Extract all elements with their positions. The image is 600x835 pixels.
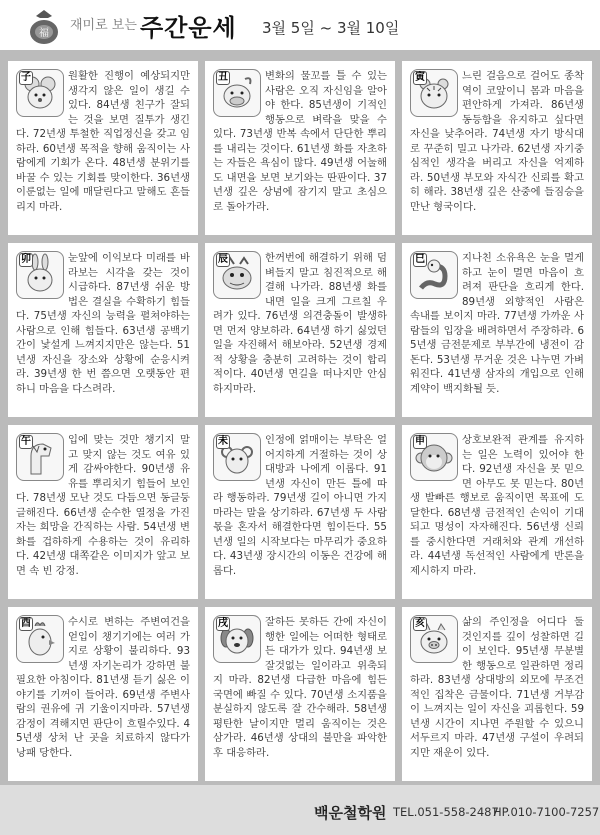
zodiac-char: 辰	[218, 254, 228, 265]
fortune-text: 한꺼번에 해결하기 위해 덤벼들지 말고 침진적으로 해결해 나가라. 88년생 화를 내면 일을 크게 그르칠 우려가 있다. 76년생 의견충돌이 발생하면 먼저 양보하라. 64년생 하기 싫었던 일을 자진해서 해보아라. 52년생 경제적 상황을 충분히 고려하는 것이 합리적이다. 40년생 면길을 떠나지만 안심하지마라.	[213, 252, 387, 395]
zodiac-char: 寅	[415, 72, 425, 83]
zodiac-char: 未	[218, 436, 228, 447]
ox-icon	[213, 69, 261, 117]
dragon-icon	[213, 251, 261, 299]
fortune-cell-monkey	[402, 425, 592, 599]
fortune-text: 삶의 주인정을 어디다 둘 것인지를 깊이 성찰하면 길이 보인다. 95년생 무분별한 행동으로 일관하면 정리하라. 83년생 상대방의 외모에 무조건적인 집착은 금물이다. 71년생 거부감이 느껴지는 일이 자신을 괴롭힌다. 59년생 시간이 지나면 주원할 수 있으니 서두르지 마라. 47년생 구설이 우려되지만 재운이 있다.	[410, 616, 584, 759]
fortune-cell-rabbit	[8, 243, 198, 417]
tiger-icon	[410, 69, 458, 117]
date-range: 3월 5일 ~ 3월 10일	[262, 19, 400, 37]
fortune-text: 인정에 얽매이는 부탁은 얼어지하게 거절하는 것이 상대방과 나에게 이롭다. 91년생 자신이 만든 틀에 따라 행동하라. 79년생 길이 아니면 가지 마라는 말을 상기하라. 67년생 두 사람 몫을 혼자서 해결한다면 힘이든다. 55년생 일의 시작보다는 마무리가 중요하다. 43년생 장시간의 이동은 건강에 해롭다.	[213, 434, 387, 577]
footer-tel: TEL.051-558-2487	[393, 805, 499, 819]
snake-icon	[410, 251, 458, 299]
zodiac-char: 丑	[218, 72, 228, 83]
header	[0, 0, 600, 52]
footer-hp: HP.010-7100-7257	[493, 805, 600, 819]
zodiac-char: 酉	[21, 618, 31, 629]
pig-icon	[410, 615, 458, 663]
zodiac-char: 卯	[21, 254, 31, 265]
fortune-cell-pig	[402, 607, 592, 781]
zodiac-char: 子	[21, 72, 31, 83]
rabbit-icon	[16, 251, 64, 299]
fortune-cell-dog	[205, 607, 395, 781]
rooster-icon	[16, 615, 64, 663]
page-title: 주간운세	[140, 14, 237, 42]
zodiac-char: 申	[415, 436, 425, 447]
fortune-text: 입에 맞는 것만 챙기지 말고 맞지 않는 것도 여유 있게 감싸야한다. 90년생 유유를 뿌리치기 힘들어 보인다. 78년생 모난 것도 다듬으면 동글둥글해진다. 66년생 순수한 열정을 가진 자는 희망을 간직하는 사람. 54년생 변화를 겁하하게 수용하는 것이 유리하다. 42년생 대쪽같은 이미지가 앞고 보면 속 빈 강정.	[16, 434, 190, 577]
fortune-text: 원활한 진행이 예상되지만 생각지 않은 일이 생길 수 있다. 84년생 친구가 잘되는 것을 보면 질투가 생긴다. 72년생 투철한 직업정신을 갖고 임하라. 60년생 목적을 향해 움직이는 사람에게 기회가 온다. 48년생 분위기를 바꿀 수 있는 기회를 맞이한다. 36년생 이룬없는 일에 매달린다고 말해도 흔들리지 마라.	[16, 70, 190, 213]
fortune-text: 눈앞에 이익보다 미래를 바라보는 시각을 갖는 것이 시급하다. 87년생 쉬운 방법은 결실을 수확하기 힘들다. 75년생 자신의 능력을 펼쳐야하는 사람으로 인해 힘들다. 63년생 공백기간이 낯설게 느껴지지만은 않는다. 51년생 자신을 장소와 상황에 순응시켜라. 39년생 한 번 쯤으면 오랫동안 편하니 마음을 다스려라.	[16, 252, 190, 395]
rat-icon	[16, 69, 64, 117]
dog-icon	[213, 615, 261, 663]
horse-icon	[16, 433, 64, 481]
fortune-text: 변화의 물꼬를 틀 수 있는 사람은 오직 자신임을 알아야 한다. 85년생이 기적인 행동으로 벼락을 맞을 수 있다. 73년생 반복 속에서 단단한 뿌리를 내리는 것이다. 61년생 화를 자초하는 자들은 욕심이 많다. 49년생 어눌해도 내면을 보면 보기와는 딴판이다. 37년생 깊은 상념에 잠기지 말고 초심으로 돌아가라.	[213, 70, 387, 213]
zodiac-char: 午	[21, 436, 31, 447]
header-subtitle: 재미로 보는	[70, 18, 137, 33]
footer-name: 백운철학원	[314, 804, 387, 822]
zodiac-char: 巳	[415, 254, 425, 265]
zodiac-char: 戌	[218, 618, 228, 629]
fortune-cell-rat	[8, 61, 198, 235]
fortune-cell-ox	[205, 61, 395, 235]
fortune-cell-sheep	[205, 425, 395, 599]
fortune-text: 느린 걸음으로 걸어도 종착역이 코앞이니 몸과 마음을 편안하게 가져라. 86년생 동등함을 유지하고 싶다면 자신을 낮추어라. 74년생 자기 방식대로 꾸준히 밀고 나가라. 62년생 자기중심적인 생각을 버리고 자신을 억제하라. 50년생 부모와 자식간 신뢰를 확고히 해라. 38년생 깊은 산중에 들짐승을 만난 형국이다.	[410, 70, 584, 213]
fortune-cell-rooster	[8, 607, 198, 781]
fortune-text: 수시로 변하는 주변여건을 얻입이 챙기기에는 여러 가지로 상황이 불리하다. 93년생 자기논리가 강하면 불필요한 아침이다. 81년생 듣기 싫은 이야기를 기꺼이 들어라. 69년생 주변사람의 권유에 귀 기울이지마라. 57년생 감정이 격해지면 판단이 흐릴수있다. 45년생 상처 난 곳을 치료하지 않다가 낭패 당한다.	[16, 616, 190, 759]
fortune-text: 상호보완적 관계를 유지하는 일은 노력이 있어야 한다. 92년생 자신을 못 믿으면 아무도 못 믿는다. 80년생 발빠른 행보로 움직이면 목표에 도달한다. 68년생 금전적인 손익이 기대되고 명성이 자자해진다. 56년생 신뢰를 중시한다면 거래처와 관계 개선하라. 44년생 독선적인 사람에게 반론을 제시하지 마라.	[410, 434, 584, 577]
fortune-cell-tiger	[402, 61, 592, 235]
fortune-text: 지나친 소유욕은 눈을 멀게 하고 눈이 멀면 마음이 흐려져 판단을 흐리게 한다. 89년생 외향적인 사람은 속내를 보이지 마라. 77년생 가까운 사람들의 입장을 배려하면서 주장하라. 65년생 금전문제로 부부간에 냉전이 감돈다. 53년생 무거운 것은 나누면 가벼워진다. 41년생 삼자의 개입으로 인해 계약이 백지화될 듯.	[410, 252, 584, 395]
svg-text:福: 福	[39, 28, 49, 39]
footer	[0, 785, 600, 835]
fortune-cell-horse	[8, 425, 198, 599]
sheep-icon	[213, 433, 261, 481]
fortune-bag-icon	[24, 6, 64, 46]
zodiac-char: 亥	[415, 618, 425, 629]
monkey-icon	[410, 433, 458, 481]
fortune-text: 잘하든 못하든 간에 자신이 행한 일에는 어떠한 형태로든 대가가 있다. 94년생 보잘것없는 일이라고 위축되지 마라. 82년생 다급한 마음에 힘든 국면에 빠질 수 있다. 70년생 소지품을 분실하지 않도록 잘 간수해라. 58년생 평탄한 날이지만 멀리 움직이는 것은 삼가라. 46년생 상대의 불만을 파악한 후 대응하라.	[213, 616, 387, 759]
fortune-cell-snake	[402, 243, 592, 417]
fortune-cell-dragon	[205, 243, 395, 417]
